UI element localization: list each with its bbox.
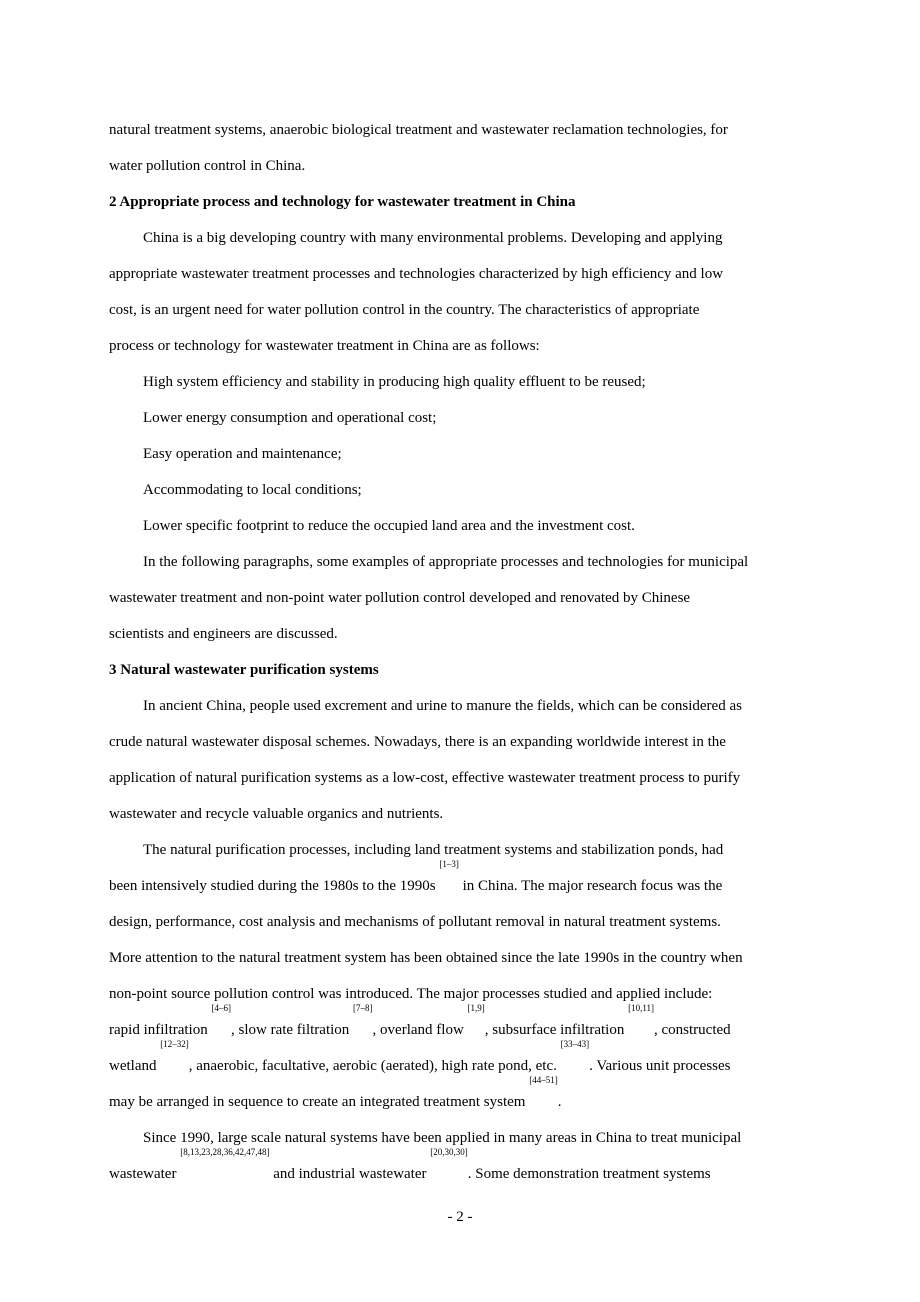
text-line: process or technology for wastewater treatment in China are as follows: — [109, 338, 540, 354]
citation: [8,13,23,28,36,42,47,48] — [180, 1147, 270, 1157]
section-heading-2: 2 Appropriate process and technology for wastewater treatment in China — [109, 194, 576, 210]
text-line: application of natural purification systems as a low-cost, effective wastewater treatment process to purify — [109, 770, 741, 786]
text-span: , constructed — [654, 1022, 731, 1038]
text-line: The natural purification processes, including land treatment systems and stabilization ponds, had — [143, 842, 724, 858]
text-line: China is a big developing country with many environmental problems. Developing and applying — [143, 230, 723, 246]
text-span: . Some demonstration treatment systems — [467, 1166, 711, 1182]
text-span: , overland flow — [372, 1022, 468, 1038]
list-item: Accommodating to local conditions; — [143, 482, 362, 498]
citation: [20,30,30] — [430, 1147, 468, 1157]
text-line — [109, 1039, 809, 1084]
text-line — [109, 1003, 809, 1048]
text-line: appropriate wastewater treatment processes and technologies characterized by high efficiency and low — [109, 266, 724, 282]
text-line: wastewater treatment and non-point water pollution control developed and renovated by Chinese — [109, 590, 691, 606]
text-span: . — [557, 1094, 562, 1110]
text-line: More attention to the natural treatment system has been obtained since the late 1990s in the country when — [109, 950, 743, 966]
list-item: Lower energy consumption and operational cost; — [143, 410, 437, 426]
text-line: cost, is an urgent need for water pollution control in the country. The characteristics of appropriate — [109, 302, 700, 318]
text-line: In ancient China, people used excrement and urine to manure the fields, which can be considered as — [143, 698, 742, 714]
text-span: , slow rate filtration — [230, 1022, 354, 1038]
text-line: water pollution control in China. — [109, 158, 306, 174]
text-line: Since 1990, large scale natural systems have been applied in many areas in China to treat municipal — [143, 1130, 742, 1146]
text-span: , subsurface infiltration — [484, 1022, 629, 1038]
text-line: scientists and engineers are discussed. — [109, 626, 338, 642]
text-span: , anaerobic, facultative, aerobic (aerated), high rate pond, etc. — [188, 1058, 561, 1074]
text-line: non-point source pollution control was introduced. The major processes studied and applied include: — [109, 986, 713, 1002]
text-span: and industrial wastewater — [269, 1166, 431, 1182]
list-item: Lower specific footprint to reduce the occupied land area and the investment cost. — [143, 518, 635, 534]
section-heading-3: 3 Natural wastewater purification systems — [109, 662, 379, 678]
text-span: wetland — [109, 1058, 161, 1074]
text-line — [109, 1147, 809, 1192]
document-body — [109, 112, 809, 1192]
text-span: been intensively studied during the 1980s to the 1990s — [109, 878, 440, 894]
citation: [4–6] — [211, 1003, 231, 1013]
text-span: . Various unit processes — [589, 1058, 731, 1074]
text-line: design, performance, cost analysis and mechanisms of pollutant removal in natural treatment systems. — [109, 914, 721, 930]
text-span: in China. The major research focus was the — [458, 878, 723, 894]
page-number: - 2 - — [447, 1209, 473, 1225]
text-span: may be arranged in sequence to create an integrated treatment system — [109, 1094, 530, 1110]
list-item: High system efficiency and stability in producing high quality effluent to be reused; — [143, 374, 646, 390]
text-line: In the following paragraphs, some examples of appropriate processes and technologies for municipal — [143, 554, 749, 570]
citation: [44–51] — [529, 1075, 558, 1085]
citation: [33–43] — [560, 1039, 590, 1049]
citation: [12–32] — [160, 1039, 189, 1049]
citation: [1–3] — [439, 859, 459, 869]
text-line: wastewater and recycle valuable organics and nutrients. — [109, 806, 444, 822]
citation: [1,9] — [467, 1003, 485, 1013]
text-span: wastewater — [109, 1166, 181, 1182]
citation: [7–8] — [353, 1003, 373, 1013]
citation: [10,11] — [628, 1003, 654, 1013]
text-line: crude natural wastewater disposal schemes. Nowadays, there is an expanding worldwide interest in the — [109, 734, 726, 750]
text-line — [109, 859, 809, 904]
text-line: natural treatment systems, anaerobic biological treatment and wastewater reclamation technologies, for — [109, 122, 728, 138]
text-line — [109, 1075, 809, 1120]
list-item: Easy operation and maintenance; — [143, 446, 342, 462]
text-span: rapid infiltration — [109, 1022, 212, 1038]
